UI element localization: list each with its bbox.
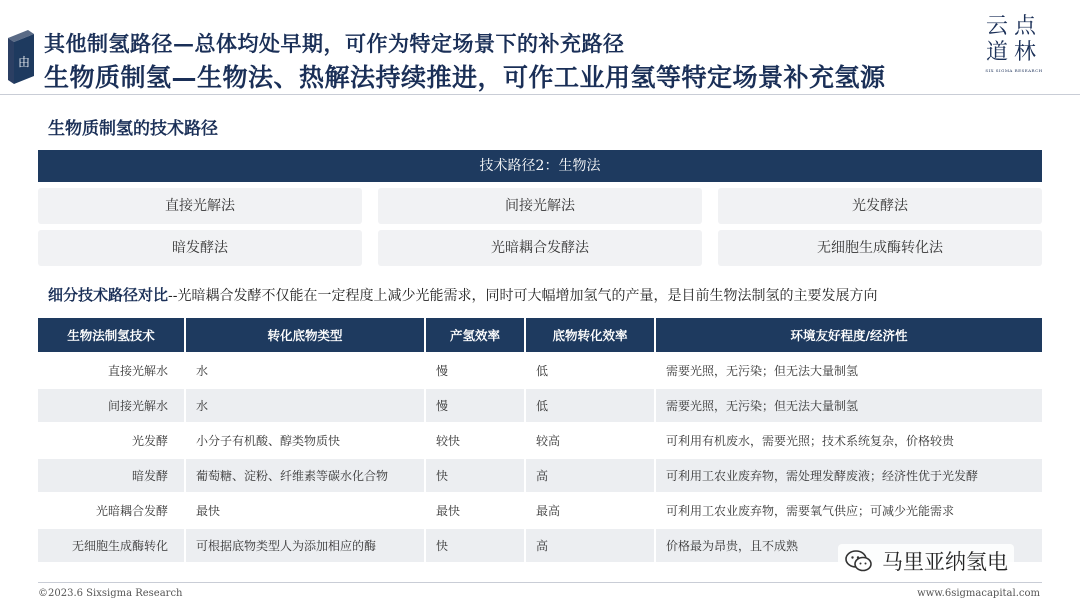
- table-row: [38, 459, 1042, 492]
- table-cell: 低: [526, 354, 656, 387]
- route-header: 技术路径2：生物法: [38, 150, 1042, 182]
- table-cell: 高: [526, 529, 656, 562]
- comparison-table: [38, 316, 1042, 564]
- table-row: [38, 494, 1042, 527]
- subhead-bold: 细分技术路径对比: [48, 286, 169, 304]
- table-cell: 较高: [526, 424, 656, 457]
- footer-website: www.6sigmacapital.com: [917, 588, 1040, 599]
- table-cell: 间接光解水: [38, 389, 186, 422]
- table-row: [38, 424, 1042, 457]
- table-cell: 小分子有机酸、醇类物质快: [186, 424, 426, 457]
- table-cell: 快: [426, 529, 526, 562]
- book-stack-icon: [6, 28, 36, 86]
- route-item: 光暗耦合发酵法: [378, 230, 702, 266]
- page-title-line1: 其他制氢路径—总体均处早期，可作为特定场景下的补充路径: [44, 31, 625, 56]
- watermark: [838, 544, 1014, 578]
- table-cell: 较快: [426, 424, 526, 457]
- section-title: 生物质制氢的技术路径: [48, 119, 218, 139]
- table-row: [38, 354, 1042, 387]
- footer-copyright: ©2023.6 Sixsigma Research: [38, 588, 183, 599]
- table-cell: 最快: [426, 494, 526, 527]
- table-cell: 葡萄糖、淀粉、纤维素等碳水化合物: [186, 459, 426, 492]
- table-cell: 水: [186, 389, 426, 422]
- table-header: 产氢效率: [426, 318, 526, 352]
- table-cell: 最高: [526, 494, 656, 527]
- route-item: 直接光解法: [38, 188, 362, 224]
- table-cell: 无细胞生成酶转化: [38, 529, 186, 562]
- table-cell: 最快: [186, 494, 426, 527]
- route-grid: [38, 188, 1042, 266]
- table-cell: 可利用工农业废弃物，需处理发酵废液；经济性优于光发酵: [656, 459, 1042, 492]
- table-header: 底物转化效率: [526, 318, 656, 352]
- route-item: 间接光解法: [378, 188, 702, 224]
- svg-text:由: 由: [18, 55, 31, 69]
- header-divider: [0, 94, 1080, 95]
- table-cell: 可利用工农业废弃物，需要氧气供应；可减少光能需求: [656, 494, 1042, 527]
- table-cell: 需要光照，无污染；但无法大量制氢: [656, 354, 1042, 387]
- table-cell: 高: [526, 459, 656, 492]
- footer-divider: [38, 582, 1042, 583]
- watermark-text: 马里亚纳氢电: [882, 550, 1008, 574]
- route-item: 光发酵法: [718, 188, 1042, 224]
- brand-en: SIX SIGMA RESEARCH: [985, 68, 1043, 73]
- table-cell: 水: [186, 354, 426, 387]
- table-header: 生物法制氢技术: [38, 318, 186, 352]
- brand-line1: 云点: [985, 14, 1042, 39]
- table-cell: 价格最为昂贵，且不成熟: [656, 529, 1042, 562]
- table-header: 环境友好程度/经济性: [656, 318, 1042, 352]
- brand-logo: [976, 14, 1052, 73]
- table-cell: 低: [526, 389, 656, 422]
- table-cell: 光暗耦合发酵: [38, 494, 186, 527]
- comparison-subhead: [48, 284, 877, 305]
- table-row: [38, 389, 1042, 422]
- route-item: 无细胞生成酶转化法: [718, 230, 1042, 266]
- brand-line2: 道林: [985, 40, 1042, 65]
- table-cell: 慢: [426, 389, 526, 422]
- route-item: 暗发酵法: [38, 230, 362, 266]
- subhead-rest: --光暗耦合发酵不仅能在一定程度上减少光能需求，同时可大幅增加氢气的产量，是目前生物法制氢的主要发展方向: [168, 288, 878, 304]
- page-title-line2: 生物质制氢—生物法、热解法持续推进，可作工业用氢等特定场景补充氢源: [44, 63, 886, 92]
- table-header-row: [38, 318, 1042, 352]
- table-cell: 慢: [426, 354, 526, 387]
- table-cell: 暗发酵: [38, 459, 186, 492]
- wechat-icon: [844, 548, 874, 574]
- table-cell: 快: [426, 459, 526, 492]
- table-cell: 需要光照，无污染；但无法大量制氢: [656, 389, 1042, 422]
- table-header: 转化底物类型: [186, 318, 426, 352]
- table-cell: 可根据底物类型人为添加相应的酶: [186, 529, 426, 562]
- table-cell: 可利用有机废水，需要光照；技术系统复杂，价格较贵: [656, 424, 1042, 457]
- table-cell: 光发酵: [38, 424, 186, 457]
- table-cell: 直接光解水: [38, 354, 186, 387]
